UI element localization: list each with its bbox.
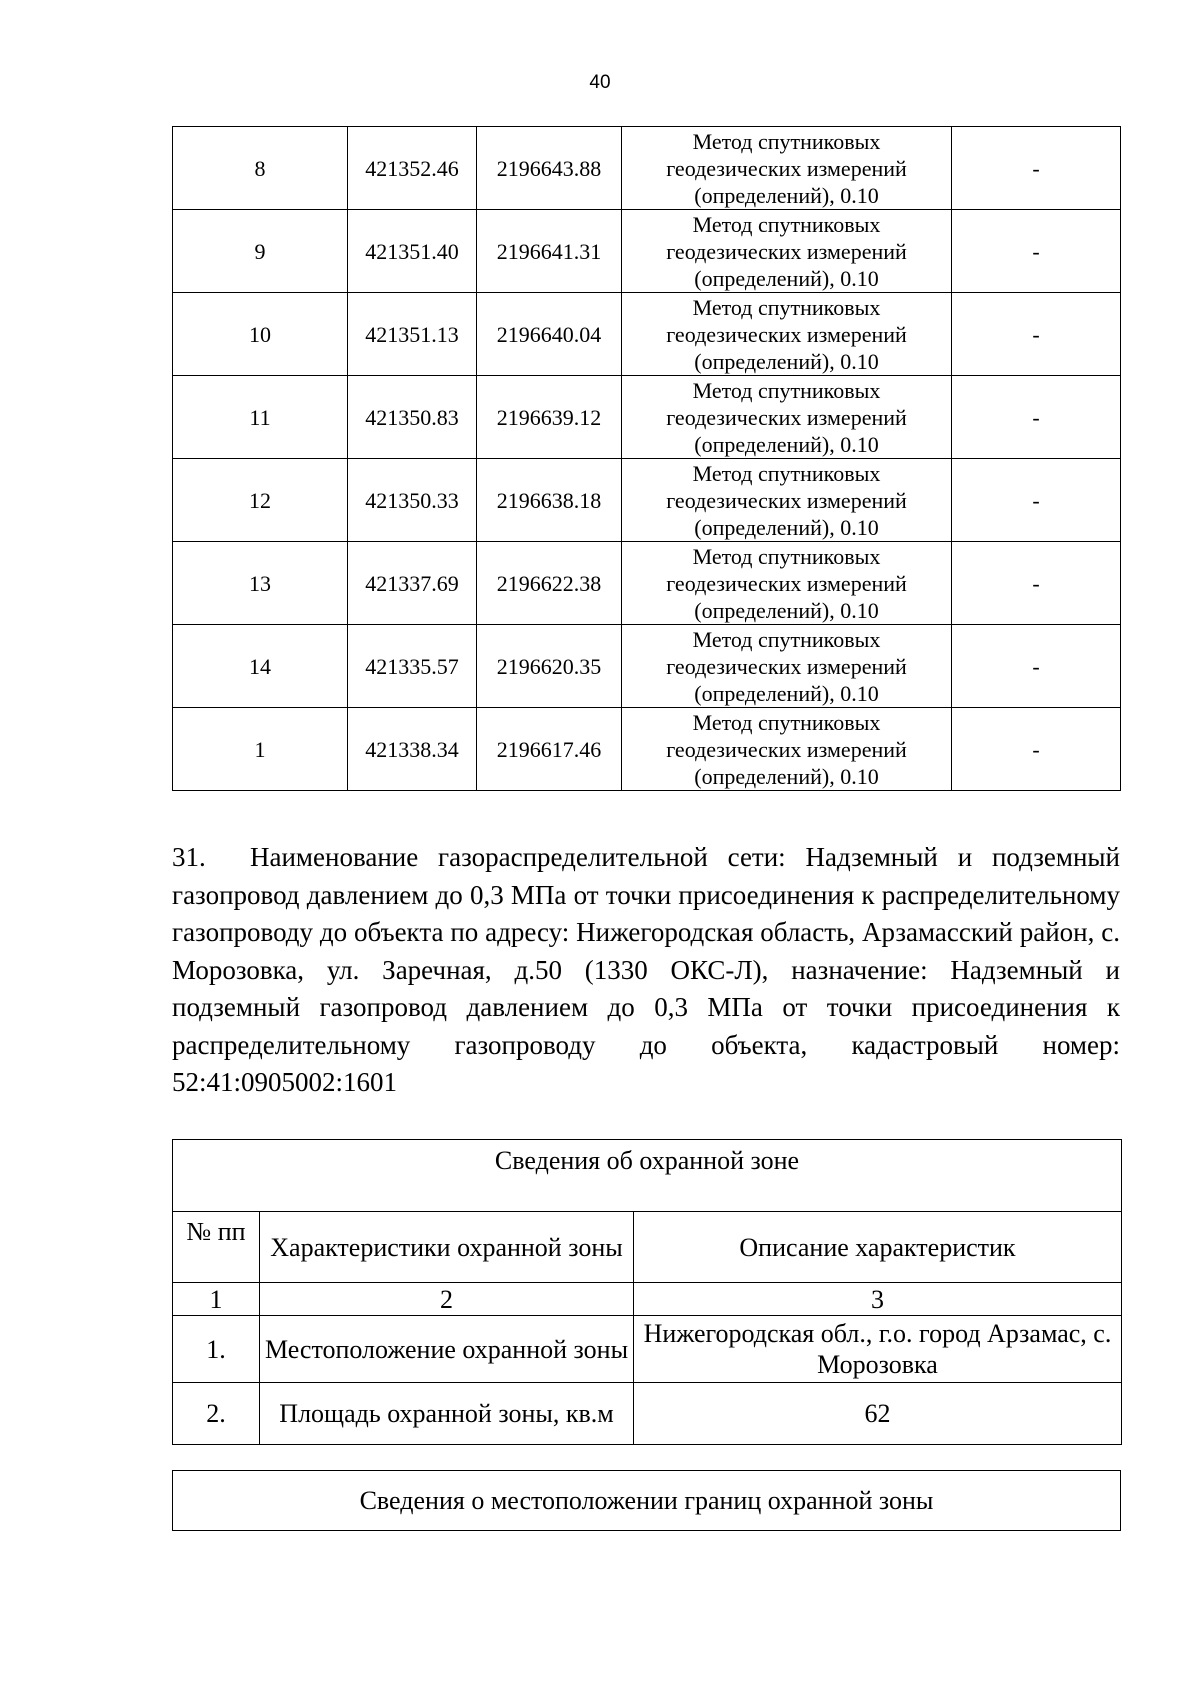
method-line: геодезических измерений — [666, 238, 907, 264]
note: - — [952, 708, 1121, 791]
coord-x: 421350.83 — [348, 376, 477, 459]
method-line: геодезических измерений — [666, 736, 907, 762]
section-text: Наименование газораспределительной сети: Надземный и подземный газопровод давлением до 0,3 МПа от точки присоединения к распределительному газопроводу до объекта по адресу: Нижегородская область, Арзамасский район, с. Морозовка, ул. Заречная, д.50 (1330 ОКС-Л), назначение: Надземный и подземный газопровод давлением до 0,3 МПа от точки присоединения к распределительному газопроводу до объекта, кадастровый номер: 52:41:0905002:1601 — [172, 842, 1120, 1097]
row-description: 62 — [634, 1383, 1122, 1445]
coord-y: 2196617.46 — [477, 708, 622, 791]
coord-x: 421338.34 — [348, 708, 477, 791]
point-number: 9 — [173, 210, 348, 293]
column-number-1: 1 — [173, 1283, 260, 1316]
table-row — [173, 210, 1121, 293]
row-characteristic: Площадь охранной зоны, кв.м — [260, 1383, 634, 1445]
point-number: 11 — [173, 376, 348, 459]
header-number: № пп — [173, 1212, 260, 1283]
note: - — [952, 625, 1121, 708]
method-line: Метод спутниковых — [692, 377, 881, 403]
point-number: 10 — [173, 293, 348, 376]
boundaries-title: Сведения о местоположении границ охранной зоны — [173, 1471, 1121, 1531]
page-number: 40 — [589, 72, 611, 93]
method-description — [622, 625, 952, 708]
note: - — [952, 542, 1121, 625]
coord-x: 421335.57 — [348, 625, 477, 708]
point-number: 8 — [173, 127, 348, 210]
point-number: 13 — [173, 542, 348, 625]
method-line: геодезических измерений — [666, 487, 907, 513]
method-line: (определений), 0.10 — [694, 680, 879, 706]
method-line: (определений), 0.10 — [694, 763, 879, 789]
column-number-3: 3 — [634, 1283, 1122, 1316]
coord-y: 2196643.88 — [477, 127, 622, 210]
method-line: геодезических измерений — [666, 404, 907, 430]
section-number: 31. — [172, 842, 206, 872]
note: - — [952, 376, 1121, 459]
coord-x: 421352.46 — [348, 127, 477, 210]
coord-y: 2196638.18 — [477, 459, 622, 542]
method-description — [622, 708, 952, 791]
header-characteristic: Характеристики охранной зоны — [260, 1212, 634, 1283]
column-number-2: 2 — [260, 1283, 634, 1316]
table-row — [173, 127, 1121, 210]
method-line: Метод спутниковых — [692, 128, 881, 154]
point-number: 12 — [173, 459, 348, 542]
coord-y: 2196639.12 — [477, 376, 622, 459]
table-row — [173, 1316, 1122, 1383]
note: - — [952, 293, 1121, 376]
method-line: Метод спутниковых — [692, 626, 881, 652]
coord-x: 421351.40 — [348, 210, 477, 293]
method-line: (определений), 0.10 — [694, 182, 879, 208]
note: - — [952, 127, 1121, 210]
method-line: Метод спутниковых — [692, 709, 881, 735]
row-description: Нижегородская обл., г.о. город Арзамас, с. Морозовка — [634, 1316, 1122, 1383]
table-row — [173, 376, 1121, 459]
header-description: Описание характеристик — [634, 1212, 1122, 1283]
method-line: Метод спутниковых — [692, 211, 881, 237]
section-31-paragraph — [172, 839, 1120, 1102]
row-characteristic: Местоположение охранной зоны — [260, 1316, 634, 1383]
method-line: (определений), 0.10 — [694, 431, 879, 457]
note: - — [952, 210, 1121, 293]
coord-x: 421351.13 — [348, 293, 477, 376]
coord-y: 2196641.31 — [477, 210, 622, 293]
method-line: Метод спутниковых — [692, 460, 881, 486]
method-description — [622, 459, 952, 542]
method-line: (определений), 0.10 — [694, 514, 879, 540]
row-number: 2. — [173, 1383, 260, 1445]
method-line: (определений), 0.10 — [694, 597, 879, 623]
point-number: 1 — [173, 708, 348, 791]
coord-y: 2196640.04 — [477, 293, 622, 376]
coord-x: 421337.69 — [348, 542, 477, 625]
method-description — [622, 542, 952, 625]
method-line: (определений), 0.10 — [694, 348, 879, 374]
method-description — [622, 293, 952, 376]
method-line: геодезических измерений — [666, 653, 907, 679]
coordinates-table — [172, 126, 1121, 791]
method-line: геодезических измерений — [666, 321, 907, 347]
method-line: (определений), 0.10 — [694, 265, 879, 291]
table-row — [173, 293, 1121, 376]
coord-y: 2196622.38 — [477, 542, 622, 625]
method-line: геодезических измерений — [666, 155, 907, 181]
table-row — [173, 708, 1121, 791]
method-description — [622, 376, 952, 459]
method-description — [622, 210, 952, 293]
boundaries-table — [172, 1470, 1121, 1531]
coord-y: 2196620.35 — [477, 625, 622, 708]
note: - — [952, 459, 1121, 542]
point-number: 14 — [173, 625, 348, 708]
method-line: Метод спутниковых — [692, 543, 881, 569]
table-row — [173, 625, 1121, 708]
protection-zone-table — [172, 1139, 1122, 1445]
coord-x: 421350.33 — [348, 459, 477, 542]
method-line: геодезических измерений — [666, 570, 907, 596]
table-row — [173, 542, 1121, 625]
method-line: Метод спутниковых — [692, 294, 881, 320]
table-row — [173, 459, 1121, 542]
row-number: 1. — [173, 1316, 260, 1383]
table-row — [173, 1383, 1122, 1445]
zone-table-title: Сведения об охранной зоне — [173, 1140, 1122, 1212]
method-description — [622, 127, 952, 210]
